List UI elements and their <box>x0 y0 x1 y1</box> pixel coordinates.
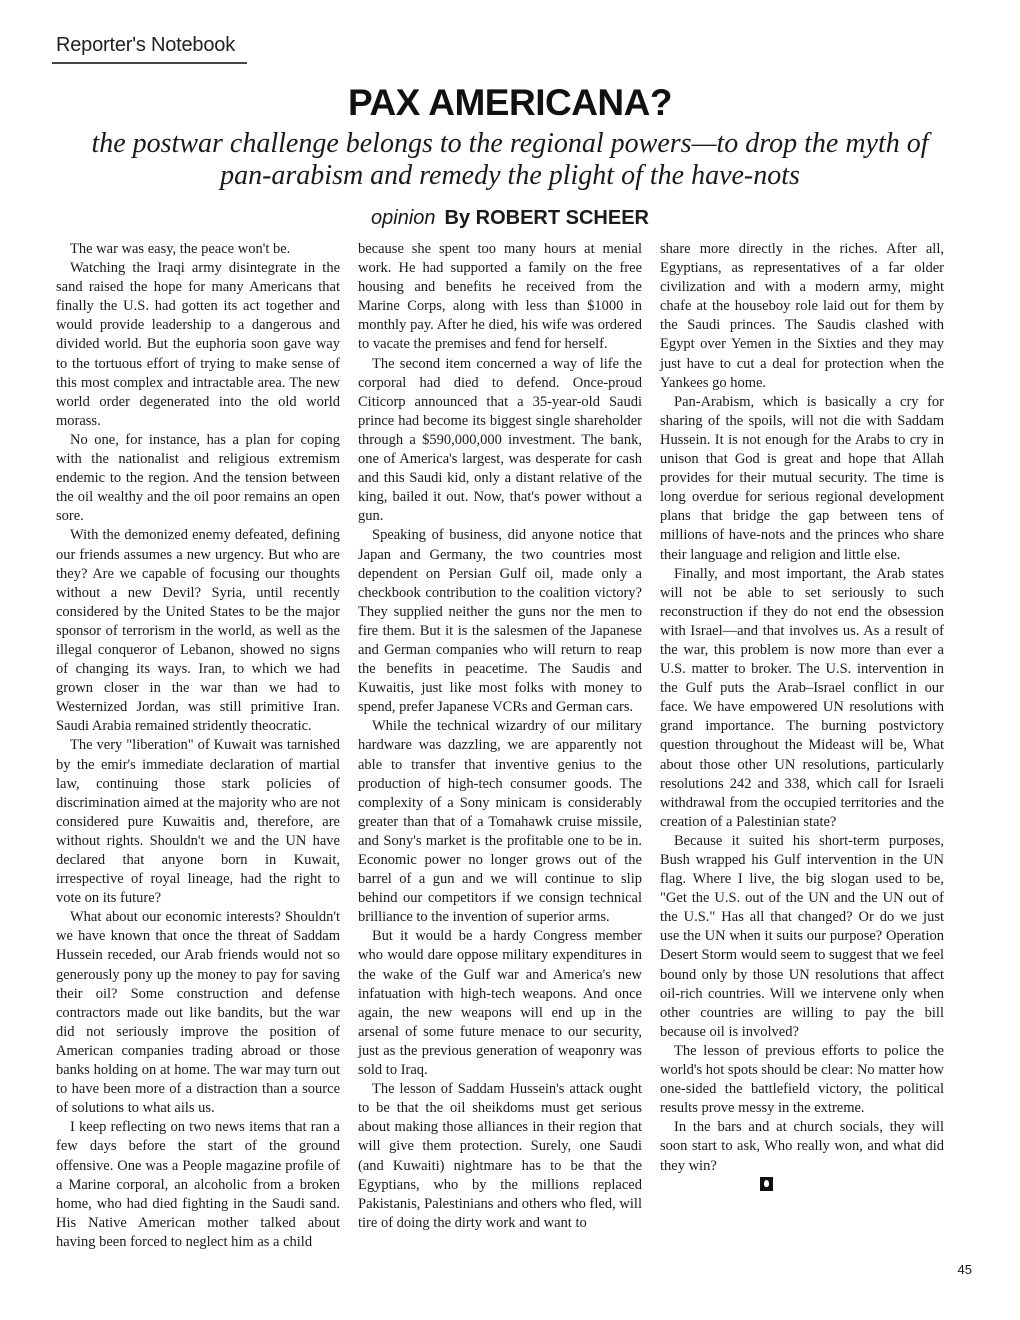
headline: PAX AMERICANA? <box>348 82 672 123</box>
section-label: Reporter's Notebook <box>56 34 236 56</box>
paragraph: While the technical wizardry of our military hardware was dazzling, we are apparently not able to transfer that inventive genius to the production of high-tech consumer goods. The complexity of a Sony minicam is considerably greater than that of a Tomahawk cruise missile, and Sony's market is the profitable one to be in. Economic power no longer grows out of the barrel of a gun and we will continue to slip behind our competitors if we consign technical brilliance to the invention of superior arms. <box>358 718 642 926</box>
paragraph: With the demonized enemy defeated, defining our friends assumes a new urgency. But who are they? Are we capable of focusing our thoughts without a new Devil? Syria, until recently considered by the United States to be the major sponsor of terrorism in the world, as well as the illegal conqueror of Lebanon, showed no signs of changing its ways. Iran, to which we had grown closer in the war than we had to Westernized Jordan, was still primitive Iran. Saudi Arabia remained stridently theocratic. <box>56 527 340 735</box>
article-body <box>56 240 944 1285</box>
byline-author: By ROBERT SCHEER <box>444 207 649 229</box>
column-1 <box>56 240 340 1285</box>
byline <box>0 207 1020 230</box>
paragraph: What about our economic interests? Shouldn't we have known that once the threat of Saddam Hussein receded, our Arab friends would not so generously pony up the money to pay for saving their oil? Some construction and defense contractors made out like bandits, but the war did not seriously improve the position of American companies trading abroad or those banks holding on at home. The war may turn out to have been more of a distraction than a source of solutions to what ails us. <box>56 909 340 1117</box>
paragraph: But it would be a hardy Congress member who would dare oppose military expenditures in the wake of the Gulf war and America's new infatuation with high-tech weapons. And once again, the new weapons will end up in the arsenal of some future menace to our security, just as the previous generation of weaponry was sold to Iraq. <box>358 928 642 1079</box>
byline-label: opinion <box>371 207 436 229</box>
deck-line-1: the postwar challenge belongs to the regional powers—to drop the myth of <box>91 128 929 159</box>
paragraph: The very "liberation" of Kuwait was tarnished by the emir's immediate declaration of martial law, continuing those stark policies of discrimination aimed at the majority who are not considered pure Kuwaitis and, therefore, are without rights. Shouldn't we and the UN have declared that anyone born in Kuwait, irrespective of royal lineage, had the right to vote on its future? <box>56 737 340 907</box>
section-rule <box>52 62 247 64</box>
column-3 <box>660 240 944 1285</box>
paragraph: Watching the Iraqi army disintegrate in the sand raised the hope for many Americans that finally the U.S. had gotten its act together and would provide leadership to a dangerous and divided world. But the euphoria soon gave way to the tortuous effort of trying to make sense of this most complex and intractable area. The new world order degenerated into the old world morass. <box>56 260 340 429</box>
paragraph: Pan-Arabism, which is basically a cry for sharing of the spoils, will not die with Saddam Hussein. It is not enough for the Arabs to cry in unison that God is great and hope that Allah provides for their mutual security. The time is long overdue for serious regional development plans that bridge the gap between tens of millions of have-nots and the princes who share their language and religion and little else. <box>660 393 944 563</box>
end-mark-icon <box>760 1177 773 1191</box>
paragraph: share more directly in the riches. After all, Egyptians, as representatives of a far older civilization and with a modern army, might chafe at the houseboy role laid out for them by the Saudi princes. The Saudis clashed with Egypt over Yemen in the Sixties and they may just have to cut a deal for protection when the Yankees go home. <box>660 241 944 391</box>
paragraph: Speaking of business, did anyone notice that Japan and Germany, the two countries most dependent on Persian Gulf oil, made only a checkbook contribution to the coalition victory? They supplied neither the guns nor the men to fire them. But it is the salesmen of the Japanese and German companies who will return to reap the benefits in peacetime. The Saudis and Kuwaitis, just like most folks with money to spend, prefer Japanese VCRs and German cars. <box>358 527 642 716</box>
column-2 <box>358 240 642 1285</box>
paragraph: The lesson of Saddam Hussein's attack ought to be that the oil sheikdoms must get serious about making those alliances in their region that will give them protection. Surely, one Saudi (and Kuwaiti) nightmare has to be that the Egyptians, who by the millions replaced Pakistanis, Palestinians and others who fled, will tire of doing the dirty work and want to <box>358 1081 642 1231</box>
paragraph: The war was easy, the peace won't be. <box>70 241 291 257</box>
paragraph: The second item concerned a way of life the corporal had died to defend. Once-proud Citicorp announced that a 35-year-old Saudi prince had become its biggest single shareholder through a $590,000,000 investment. The bank, one of America's largest, was desperate for cash and this Saudi kid, only a distant relative of the king, bailed it out. Now, that's power without a gun. <box>358 355 642 525</box>
paragraph: because she spent too many hours at menial work. He had supported a family on the free housing and benefits he received from the Marine Corps, along with less than $1000 in monthly pay. After he died, his wife was ordered to vacate the premises and fend for herself. <box>358 241 642 353</box>
paragraph: The lesson of previous efforts to police the world's hot spots should be clear: No matter how one-sided the battlefield victory, the political results prove messy in the extreme. <box>660 1042 944 1117</box>
paragraph: No one, for instance, has a plan for coping with the nationalist and religious extremism endemic to the region. And the tension between the oil wealthy and the oil poor remains an open sore. <box>56 431 340 525</box>
page-number: 45 <box>957 1262 972 1277</box>
paragraph: Because it suited his short-term purposes, Bush wrapped his Gulf intervention in the UN flag. Where I live, the big slogan used to be, "Get the U.S. out of the UN and the UN out of the U.S." Has all that changed? Or do we just use the UN when it suits our purpose? Operation Desert Storm would seem to suggest that we feel bound only by those UN resolutions that affect oil-rich countries. Will we intervene only when other countries are willing to pay the bill because oil is involved? <box>660 832 944 1040</box>
deck-line-2: pan-arabism and remedy the plight of the have-nots <box>220 160 800 191</box>
deck <box>70 128 950 192</box>
paragraph: Finally, and most important, the Arab states will not be able to set seriously to such reconstruction if they do not end the obsession with Israel—and that involves us. As a result of the war, this problem is now more than ever a U.S. matter to broker. The U.S. intervention in the Gulf puts the Arab–Israel conflict in our face. We have empowered UN resolutions with grand importance. The burning postvictory question throughout the Mideast will be, What about those other UN resolutions, particularly resolutions 242 and 338, which call for Israeli withdrawal from the occupied territories and the creation of a Palestinian state? <box>660 565 944 830</box>
paragraph: I keep reflecting on two news items that ran a few days before the start of the ground offensive. One was a People magazine profile of a Marine corporal, an alcoholic from a broken home, who had died fighting in the Saudi sand. His Native American mother talked about having been forced to neglect him as a child <box>56 1119 340 1250</box>
paragraph: In the bars and at church socials, they will soon start to ask, Who really won, and what did they win? <box>660 1119 944 1174</box>
